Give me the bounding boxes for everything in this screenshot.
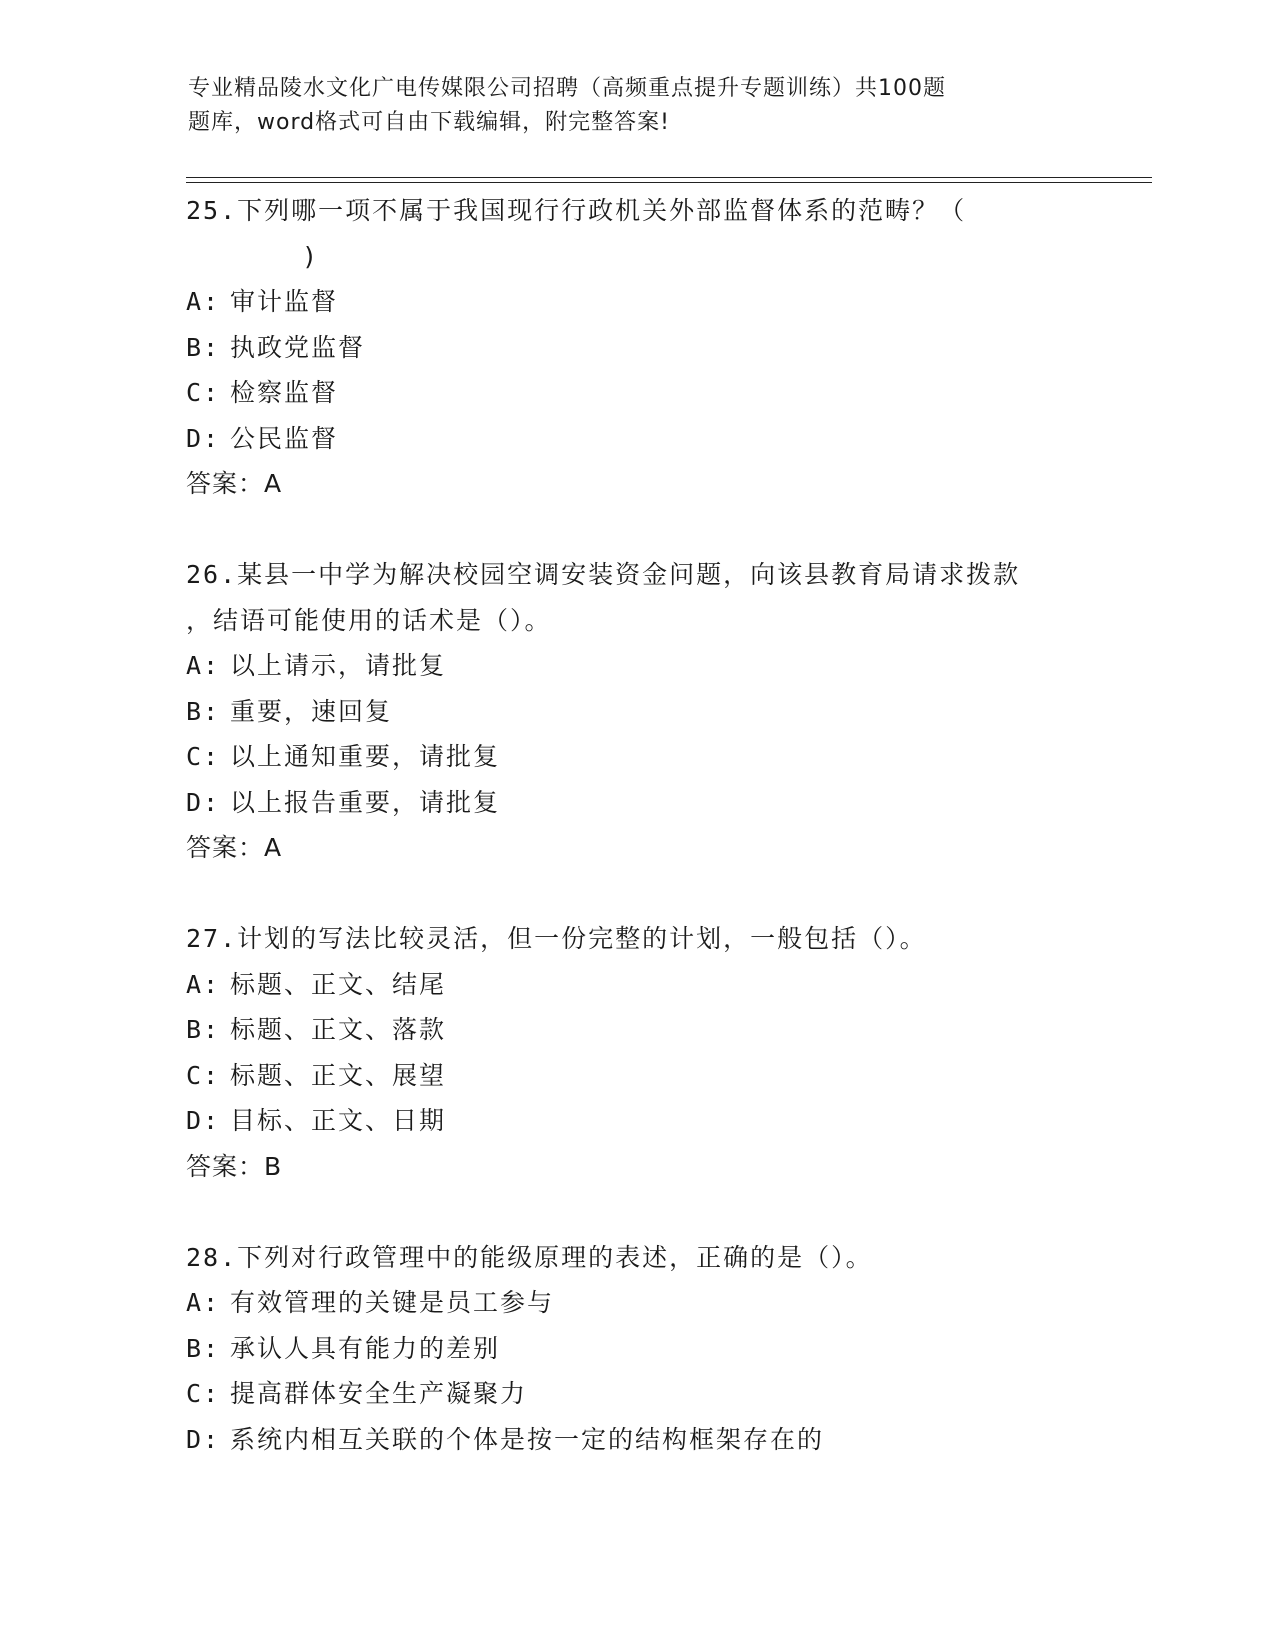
option-text: 标题、正文、落款 [230,1015,447,1044]
question-28 [186,1235,1126,1463]
option-d [186,1098,1126,1144]
option-c [186,1371,1126,1417]
answer-line: 答案：A [186,469,283,498]
option-text: 有效管理的关键是员工参与 [230,1288,555,1317]
option-letter: A: [186,969,221,999]
question-26 [186,552,1126,871]
option-text: 以上请示，请批复 [230,651,447,680]
option-letter: B: [186,696,221,726]
option-text: 标题、正文、结尾 [230,969,447,999]
question-stem: 25.下列哪一项不属于我国现行行政机关外部监督体系的范畴？（ [186,196,967,225]
question-27 [186,916,1126,1190]
option-c [186,1053,1126,1099]
option-text: 以上报告重要，请批复 [230,787,501,817]
option-d [186,780,1126,826]
option-text: 提高群体安全生产凝聚力 [230,1379,528,1408]
document-header [188,72,1088,140]
option-c [186,734,1126,780]
question-list [186,188,1126,1507]
option-letter: D: [186,1424,221,1454]
option-d [186,416,1126,462]
option-text: 以上通知重要，请批复 [230,742,501,771]
option-letter: C: [186,742,221,771]
header-divider-top [186,177,1152,178]
question-25 [186,188,1126,507]
option-text: 执政党监督 [230,332,366,362]
option-letter: A: [186,651,221,680]
question-stem: 27.计划的写法比较灵活，但一份完整的计划，一般包括（）。 [186,924,927,953]
option-b [186,1326,1126,1372]
option-b [186,689,1126,735]
option-a [186,962,1126,1008]
answer-line: 答案：A [186,833,283,862]
option-text: 检察监督 [230,378,339,407]
question-stem-continuation: ) [302,241,320,271]
option-text: 目标、正文、日期 [230,1106,447,1135]
question-stem: 26.某县一中学为解决校园空调安装资金问题，向该县教育局请求拨款 [186,560,1021,589]
option-letter: C: [186,378,221,407]
option-a [186,1280,1126,1326]
option-letter: A: [186,287,221,316]
option-letter: D: [186,423,221,453]
option-text: 公民监督 [230,423,339,453]
option-letter: B: [186,1015,221,1044]
option-letter: B: [186,332,221,362]
option-text: 系统内相互关联的个体是按一定的结构框架存在的 [230,1424,825,1454]
option-d [186,1417,1126,1463]
option-text: 审计监督 [230,287,339,316]
option-text: 重要，速回复 [230,696,393,726]
header-divider-bottom [186,182,1152,183]
option-letter: A: [186,1288,221,1317]
option-letter: D: [186,787,221,817]
option-text: 承认人具有能力的差别 [230,1333,501,1363]
option-c [186,370,1126,416]
header-line-2: 题库，word格式可自由下载编辑，附完整答案! [188,110,670,135]
option-letter: D: [186,1106,221,1135]
option-a [186,279,1126,325]
option-b [186,325,1126,371]
option-letter: B: [186,1333,221,1363]
header-line-1: 专业精品陵水文化广电传媒限公司招聘（高频重点提升专题训练）共100题 [188,76,946,101]
question-stem: 28.下列对行政管理中的能级原理的表述，正确的是（）。 [186,1242,873,1272]
option-text: 标题、正文、展望 [230,1060,447,1090]
option-letter: C: [186,1060,221,1090]
option-a [186,643,1126,689]
question-stem-continuation: ，结语可能使用的话术是（）。 [186,605,552,635]
answer-line: 答案：B [186,1151,283,1181]
option-letter: C: [186,1379,221,1408]
option-b [186,1007,1126,1053]
